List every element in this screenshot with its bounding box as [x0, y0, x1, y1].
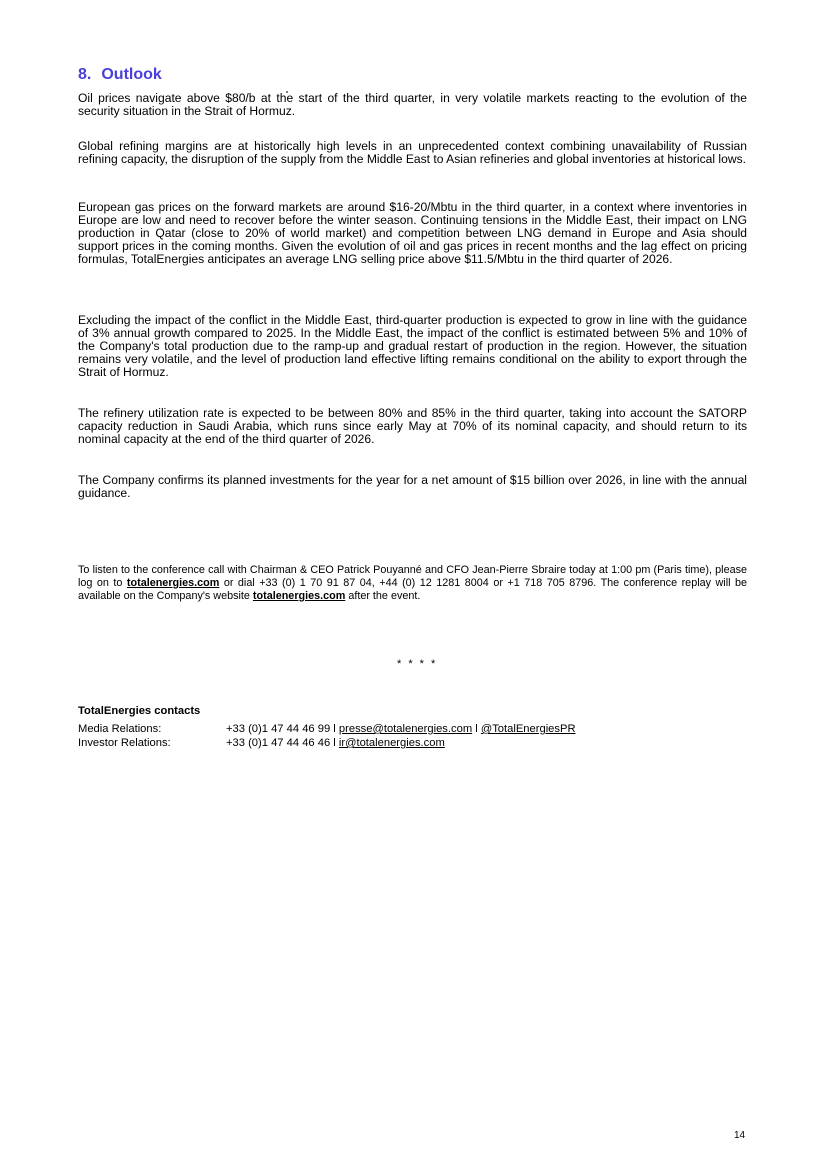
twitter-handle-link[interactable]: @TotalEnergiesPR — [480, 723, 576, 735]
conference-text-3: after the event. — [345, 590, 421, 602]
investor-phone: +33 (0)1 47 44 46 46 l — [226, 737, 339, 749]
paragraph-refining-margins: Global refining margins are at historically high levels in an unprecedented context combining unavailability of Russian refining capacity, the disruption of the supply from the Middle East to Asian refineries and global inventories at historical lows. — [78, 139, 747, 167]
paragraph-gas-prices: European gas prices on the forward markets are around $16-20/Mbtu in the third quarter, in a context where inventories in Europe are low and need to recover before the winter season. Continuing tensions in the Middle East, their impact on LNG production in Qatar (close to 20% of world market) and competition between LNG demand in Europe and Asia should support prices in the coming months. Given the evolution of oil and gas prices in recent months and the lag effect on pricing formulas, TotalEnergies anticipates an average LNG selling price above $11.5/Mbtu in the third quarter of 2026. — [78, 200, 747, 267]
media-email-link[interactable]: presse@totalenergies.com — [338, 723, 473, 735]
media-relations-contact — [226, 722, 576, 736]
paragraph-production: Excluding the impact of the conflict in the Middle East, third-quarter production is expected to grow in line with the guidance of 3% annual growth compared to 2025. In the Middle East, the impact of the conflict is estimated between 5% and 10% of the Company's total production due to the ramp-up and gradual restart of production in the region. However, the situation remains very volatile, and the level of production land effective lifting remains conditional on the ability to export through the Strait of Hormuz. — [78, 313, 747, 380]
totalenergies-link-2[interactable]: totalenergies.com — [252, 590, 346, 602]
conference-call-info — [78, 564, 747, 603]
investor-email-link[interactable]: ir@totalenergies.com — [338, 737, 445, 749]
totalenergies-link-1[interactable]: totalenergies.com — [126, 577, 220, 589]
media-relations-label: Media Relations: — [78, 723, 162, 735]
separator-stars: * * * * — [397, 658, 438, 670]
section-number: 8. — [78, 66, 92, 83]
section-heading — [78, 66, 162, 84]
conference-text-2: or dial +33 (0) 1 70 91 87 04, +44 (0) 12 1281 8004 or +1 718 705 8796. The conference replay will be available on the Company's website — [78, 577, 747, 602]
conference-text-1: To listen to the conference call with Chairman & CEO Patrick Pouyanné and CFO Jean-Pierre Sbraire today at 1:00 pm (Paris time), please log on to — [78, 564, 747, 589]
paragraph-investments: The Company confirms its planned investments for the year for a net amount of $15 billion over 2026, in line with the annual guidance. — [78, 473, 747, 501]
investor-relations-contact — [226, 736, 445, 750]
paragraph-refinery-utilization: The refinery utilization rate is expected to be between 80% and 85% in the third quarter, taking into account the SATORP capacity reduction in Saudi Arabia, which runs since early May at 70% of its nominal capacity, and should return to its nominal capacity at the end of the third quarter of 2026. — [78, 406, 747, 447]
contacts-title: TotalEnergies contacts — [78, 705, 201, 717]
section-title: Outlook — [101, 66, 162, 83]
investor-relations-label: Investor Relations: — [78, 737, 171, 749]
media-separator: l — [472, 723, 481, 735]
media-relations-row — [78, 722, 576, 736]
page-number: 14 — [734, 1130, 746, 1141]
investor-relations-row — [78, 736, 576, 750]
contacts-block — [78, 704, 576, 750]
media-phone: +33 (0)1 47 44 46 99 l — [226, 723, 339, 735]
paragraph-oil-prices: Oil prices navigate above $80/b at the start of the third quarter, in very volatile markets reacting to the evolution of the security situation in the Strait of Hormuz. — [78, 91, 747, 119]
